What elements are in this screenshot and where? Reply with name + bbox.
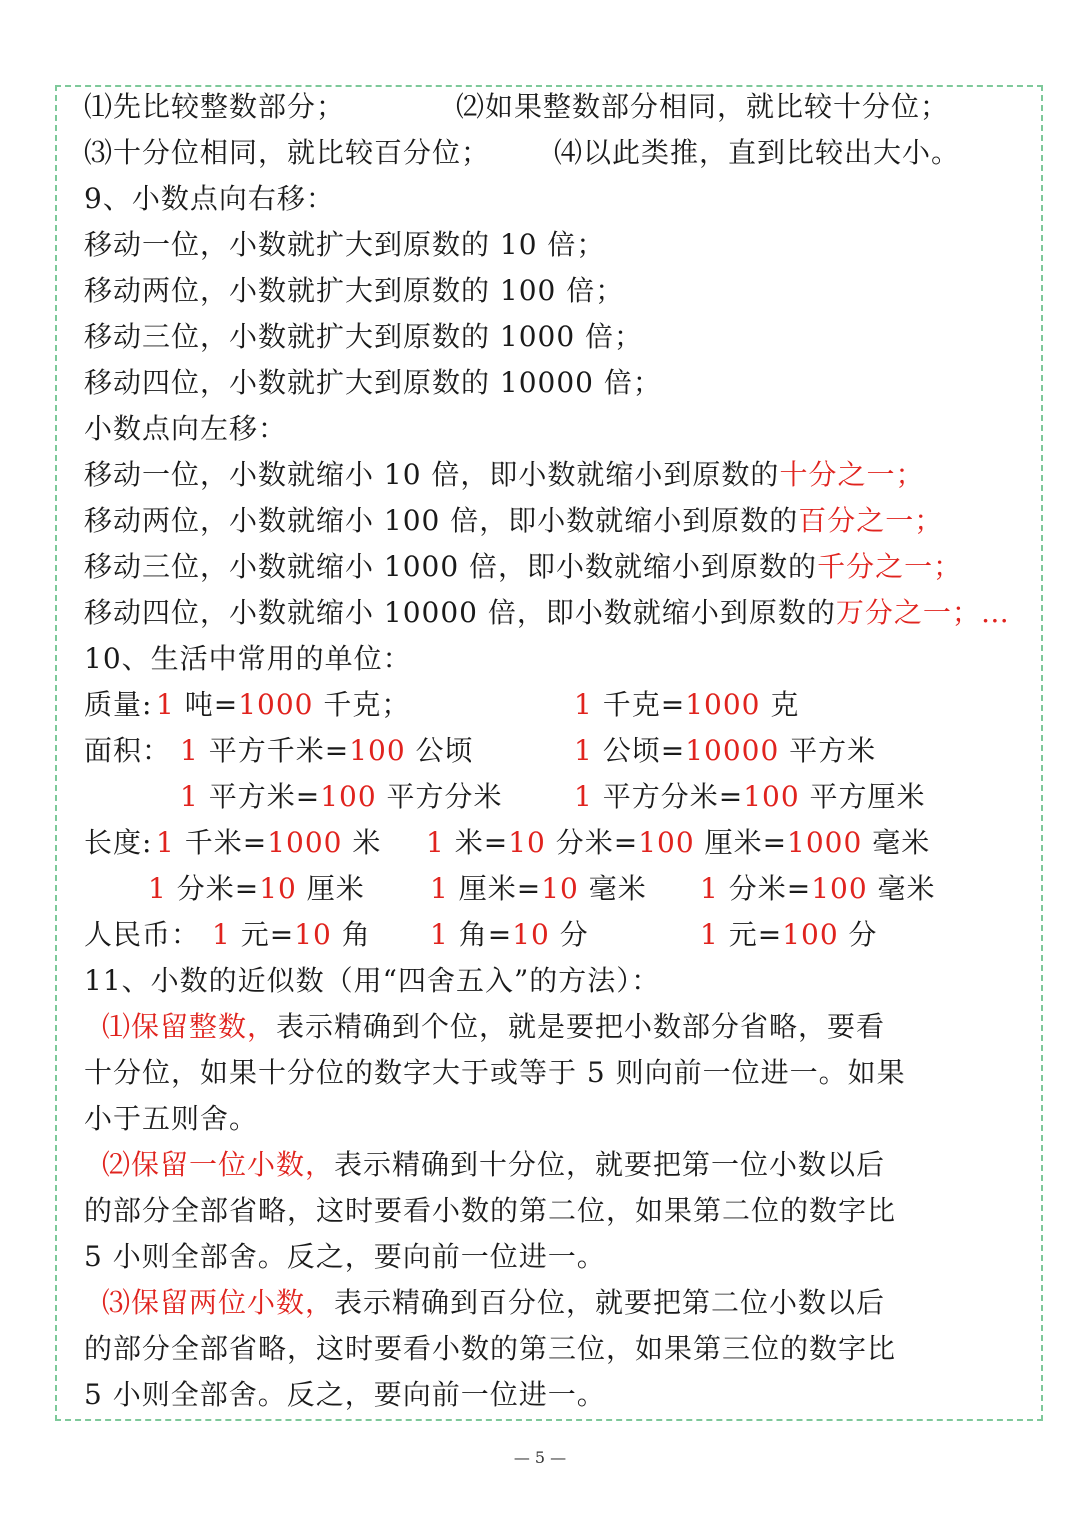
right-move-line: 移动一位，小数就扩大到原数的 10 倍； — [84, 228, 606, 261]
right-move-line: 移动两位，小数就扩大到原数的 100 倍； — [84, 274, 625, 307]
compare-row-1 — [84, 84, 1024, 130]
rule-2-text: 表示精确到十分位，就要把第一位小数以后 — [334, 1148, 886, 1181]
area-dm2-to-cm2: 1 平方分米=100 平方厘米 — [574, 780, 926, 813]
left-move-fraction: 万分之一； — [835, 596, 981, 629]
compare-step-3: ⑶十分位相同，就比较百分位； — [84, 136, 491, 169]
left-move-fraction: 百分之一； — [798, 504, 944, 537]
left-move-text: 移动三位，小数就缩小 1000 倍，即小数就缩小到原数的 — [84, 550, 818, 583]
compare-step-2: ⑵如果整数部分相同，就比较十分位； — [456, 90, 950, 123]
right-move-line: 移动三位，小数就扩大到原数的 1000 倍； — [84, 320, 644, 353]
length-m-chain: 1 米=10 分米=100 厘米=1000 毫米 — [426, 826, 931, 859]
right-move-line: 移动四位，小数就扩大到原数的 10000 倍； — [84, 366, 662, 399]
length-km-to-m: 1 千米=1000 米 — [156, 826, 382, 859]
document-body — [84, 84, 1024, 1418]
left-move-line — [84, 590, 1024, 636]
area-m2-to-dm2: 1 平方米=100 平方分米 — [180, 780, 503, 813]
left-move-fraction: 十分之一； — [779, 458, 925, 491]
left-move-line — [84, 498, 1024, 544]
left-move-text: 移动两位，小数就缩小 100 倍，即小数就缩小到原数的 — [84, 504, 799, 537]
left-move-heading: 小数点向左移： — [84, 412, 288, 445]
ellipsis: … — [980, 596, 1010, 629]
rule-3-title: ⑶保留两位小数， — [102, 1286, 335, 1319]
page-number: — 5 — — [513, 1448, 567, 1467]
compare-step-1: ⑴先比较整数部分； — [84, 90, 346, 123]
left-move-text: 移动一位，小数就缩小 10 倍，即小数就缩小到原数的 — [84, 458, 780, 491]
rule-2-line-2: 的部分全部省略，这时要看小数的第二位，如果第二位的数字比 — [84, 1194, 897, 1227]
rule-1-line-3: 小于五则舍。 — [84, 1102, 259, 1135]
rule-1-text: 表示精确到个位，就是要把小数部分省略，要看 — [276, 1010, 886, 1043]
length-cm-to-mm: 1 厘米=10 毫米 — [430, 872, 647, 905]
compare-row-2 — [84, 130, 1024, 176]
currency-yuan-to-fen: 1 元=100 分 — [700, 918, 878, 951]
left-move-text: 移动四位，小数就缩小 10000 倍，即小数就缩小到原数的 — [84, 596, 836, 629]
mass-ton-to-kg: 1 吨=1000 千克； — [156, 688, 411, 721]
area-ha-to-m2: 1 公顷=10000 平方米 — [574, 734, 877, 767]
left-move-line — [84, 544, 1024, 590]
left-move-line — [84, 452, 1024, 498]
mass-row — [84, 682, 1024, 728]
section-9-heading: 9、小数点向右移： — [84, 182, 335, 215]
section-10-heading: 10、生活中常用的单位： — [84, 642, 412, 675]
area-km2-to-ha: 1 平方千米=100 公顷 — [180, 734, 474, 767]
rule-1-line-2: 十分位，如果十分位的数字大于或等于 5 则向前一位进一。如果 — [84, 1056, 906, 1089]
compare-step-4: ⑷以此类推，直到比较出大小。 — [554, 136, 961, 169]
area-row-2 — [84, 774, 1024, 820]
rule-2-title: ⑵保留一位小数， — [102, 1148, 335, 1181]
rule-1-line-1 — [84, 1004, 1024, 1050]
rule-3-line-2: 的部分全部省略，这时要看小数的第三位，如果第三位的数字比 — [84, 1332, 897, 1365]
rule-3-text: 表示精确到百分位，就要把第二位小数以后 — [334, 1286, 886, 1319]
rule-2-line-1 — [84, 1142, 1024, 1188]
currency-jiao-to-fen: 1 角=10 分 — [430, 918, 589, 951]
rule-3-line-1 — [84, 1280, 1024, 1326]
currency-yuan-to-jiao: 1 元=10 角 — [212, 918, 371, 951]
currency-label: 人民币： — [84, 918, 201, 951]
rule-3-line-3: 5 小则全部舍。反之，要向前一位进一。 — [84, 1378, 606, 1411]
mass-kg-to-g: 1 千克=1000 克 — [574, 688, 800, 721]
rule-1-title: ⑴保留整数， — [102, 1010, 277, 1043]
length-label: 长度: — [84, 826, 153, 859]
area-label: 面积： — [84, 734, 172, 767]
length-row-2 — [84, 866, 1024, 912]
length-row-1 — [84, 820, 1024, 866]
length-dm-to-cm: 1 分米=10 厘米 — [148, 872, 365, 905]
left-move-fraction: 千分之一； — [817, 550, 963, 583]
currency-row — [84, 912, 1024, 958]
section-11-heading: 11、小数的近似数（用“四舍五入”的方法）： — [84, 964, 661, 997]
mass-label: 质量: — [84, 688, 153, 721]
area-row-1 — [84, 728, 1024, 774]
rule-2-line-3: 5 小则全部舍。反之，要向前一位进一。 — [84, 1240, 606, 1273]
length-dm-to-mm: 1 分米=100 毫米 — [700, 872, 936, 905]
